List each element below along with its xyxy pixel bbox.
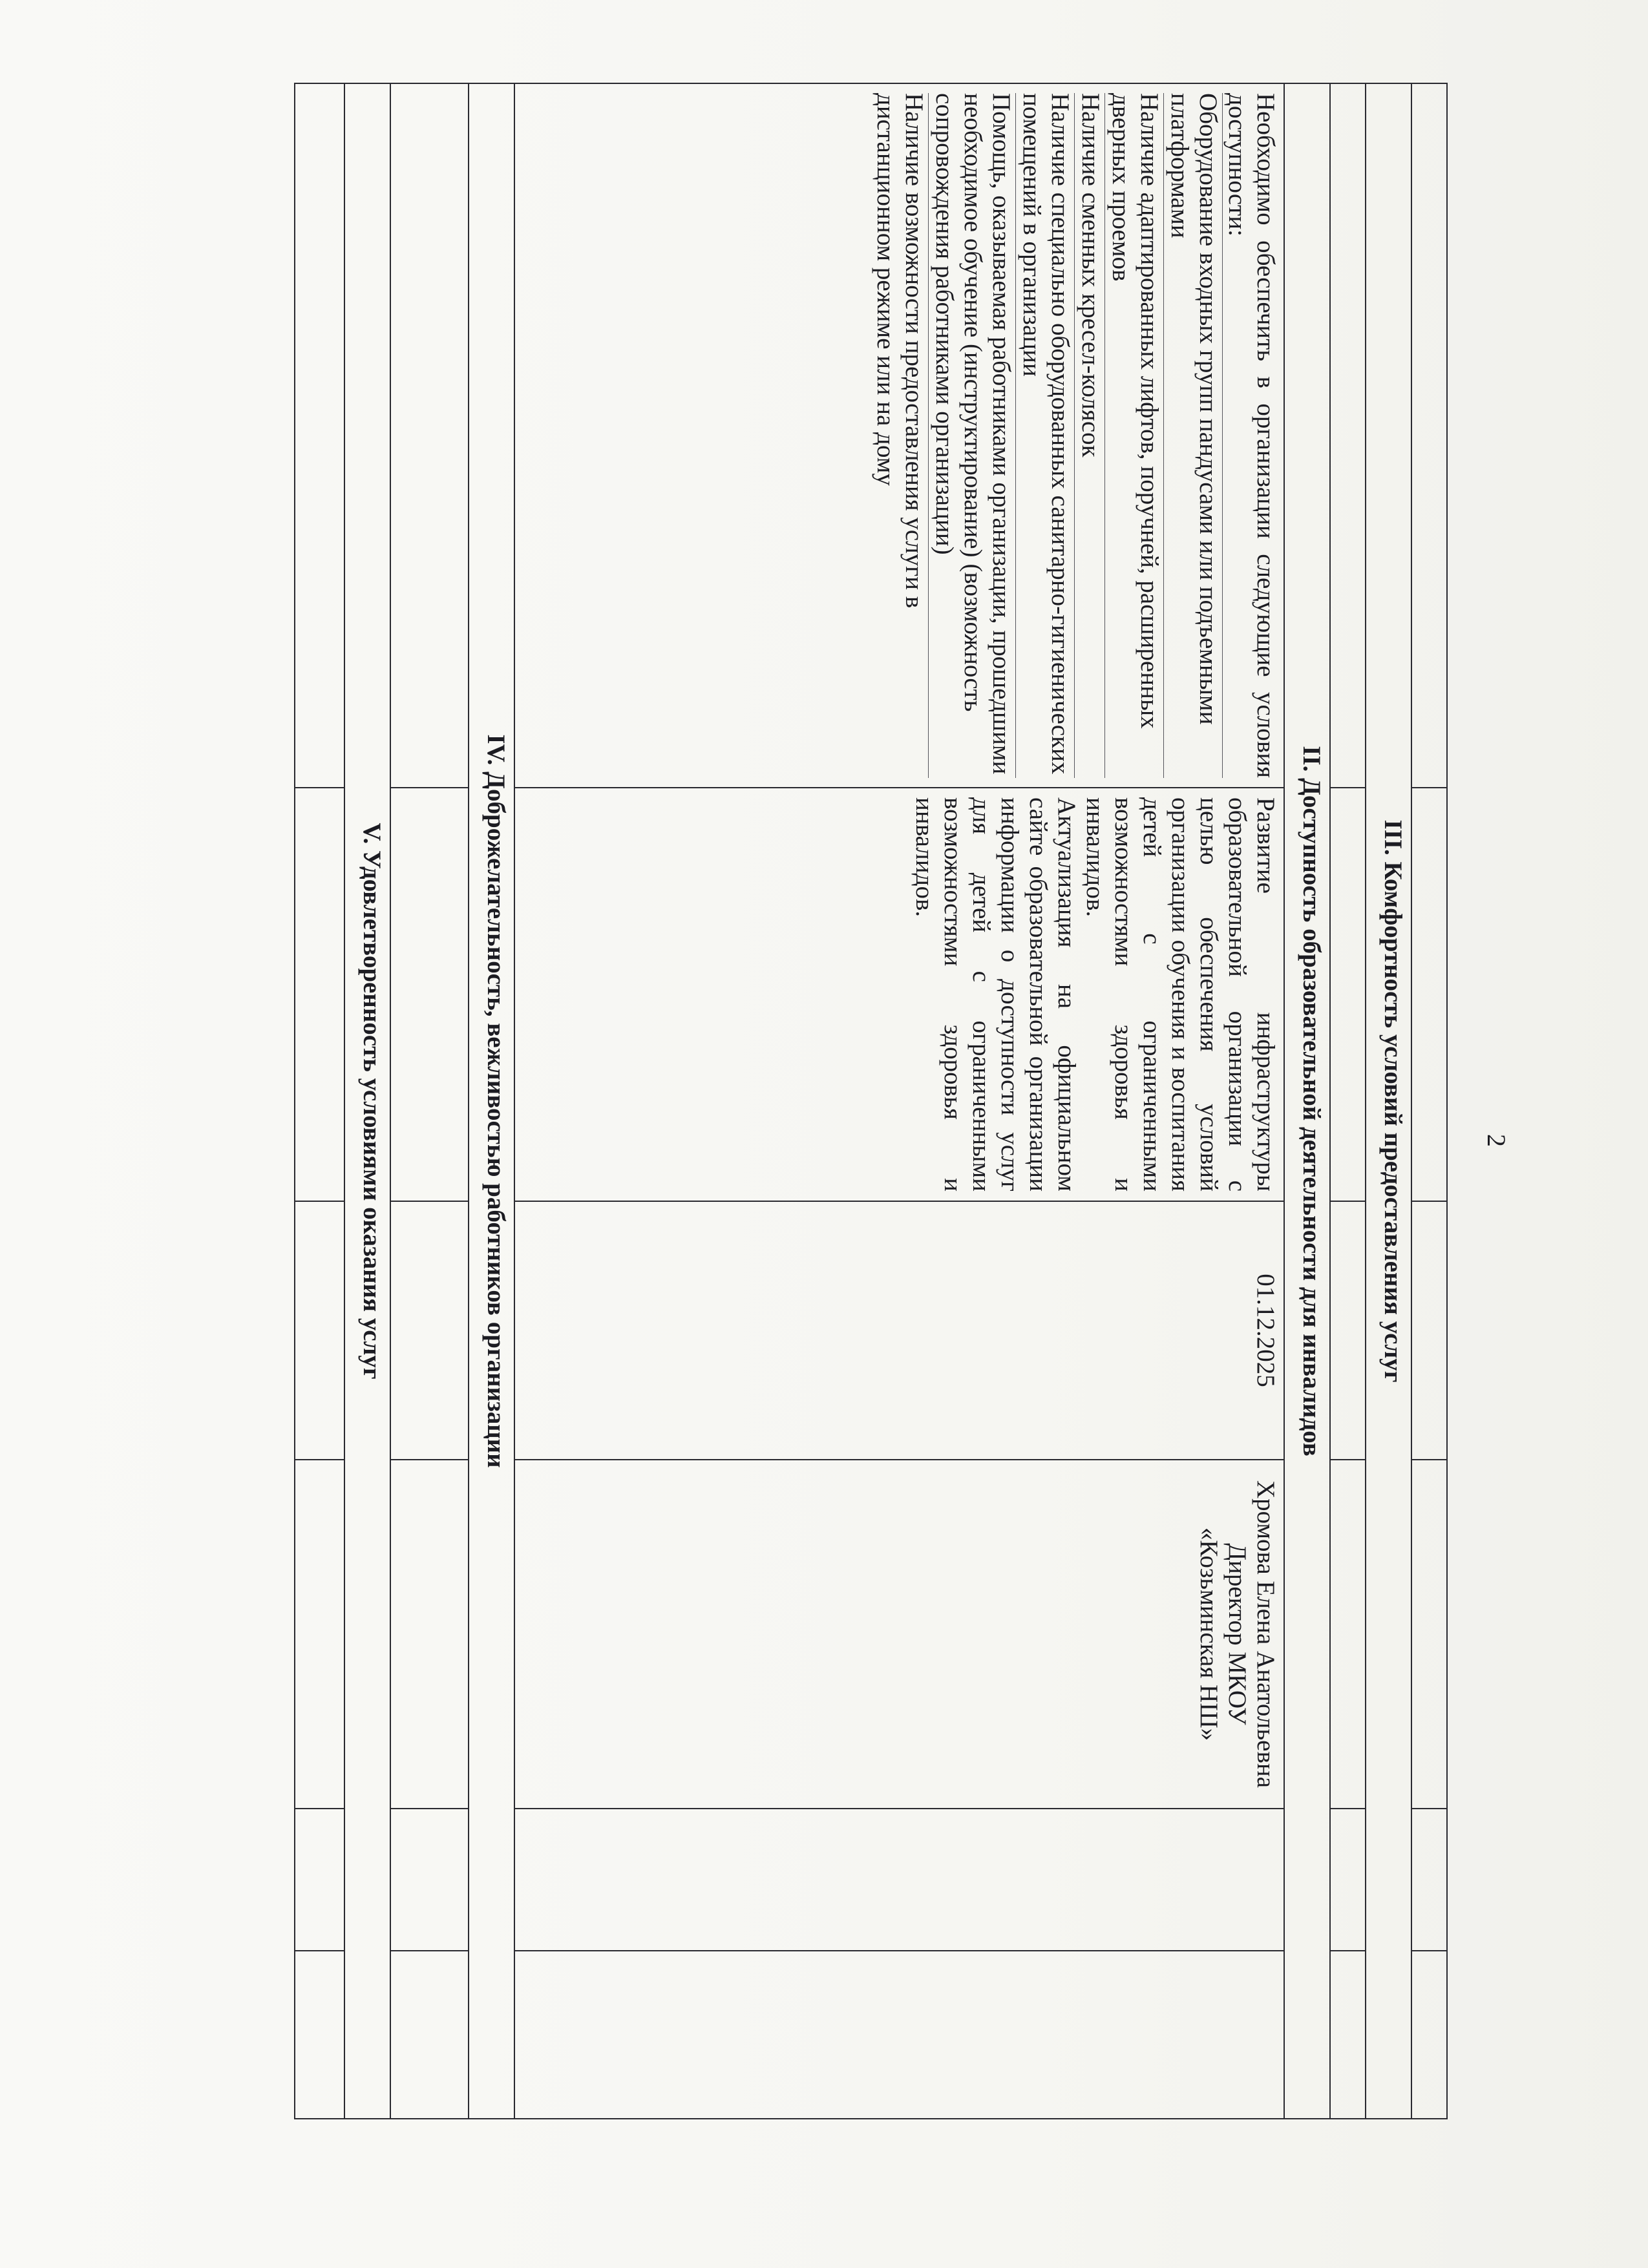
- table-cell: [390, 788, 469, 1201]
- table-row: [295, 83, 344, 2119]
- conditions-intro: Необходимо обеспечить в организации следующие условия доступности:: [1223, 93, 1280, 778]
- table-cell: [295, 83, 344, 788]
- table-cell: [514, 1809, 1285, 1951]
- table-cell: [1330, 788, 1366, 1201]
- table-row: [514, 83, 1285, 2119]
- table-row: [1284, 83, 1330, 2119]
- table-cell: [390, 1809, 469, 1951]
- section-heading-friendliness: IV. Доброжелательность, вежливостью работников организации: [469, 83, 514, 2119]
- table-cell: [1411, 1460, 1447, 1809]
- table-cell: [295, 1460, 344, 1809]
- table-row: [390, 83, 469, 2119]
- list-item: Наличие возможности предоставления услуги в дистанционном режиме или на дому: [872, 93, 929, 609]
- table-cell: [1330, 1460, 1366, 1809]
- action-plan-table: [294, 83, 1448, 2119]
- table-row: [1366, 83, 1411, 2119]
- table-cell: [1411, 1951, 1447, 2119]
- table-cell: [1411, 1201, 1447, 1460]
- table-row: [469, 83, 514, 2119]
- table-row: [1411, 83, 1447, 2119]
- table-row: [1330, 83, 1366, 2119]
- table-cell: [295, 1201, 344, 1460]
- section-heading-comfort: III. Комфортность условий предоставления услуг: [1366, 83, 1411, 2119]
- measure-website: Актуализация на официальном сайте образовательной организации информации о доступности услуг для детей с ограниченными возможностями здоровья и инвалидов.: [911, 797, 1081, 1192]
- table-cell: [1411, 1809, 1447, 1951]
- table-cell: [390, 1201, 469, 1460]
- measure-infrastructure: Развитие инфраструктуры образовательной организации с целью обеспечения условий организации обучения и воспитания детей с ограниченными возможностями здоровья и инвалидов.: [1081, 797, 1280, 1192]
- table-cell: [1330, 1809, 1366, 1951]
- table-cell: [390, 1951, 469, 2119]
- table-cell: [1411, 788, 1447, 1201]
- list-item: Оборудование входных групп пандусами или подъемными платформами: [1163, 93, 1222, 778]
- table-cell: [1330, 1201, 1366, 1460]
- deadline-cell: 01.12.2025: [514, 1201, 1285, 1460]
- table-cell: [295, 788, 344, 1201]
- table-cell: [390, 83, 469, 788]
- conditions-list: [870, 93, 1223, 778]
- conditions-cell: [514, 83, 1285, 788]
- responsible-name: Хромова Елена Анатольевна: [1252, 1480, 1280, 1789]
- rotated-table-sheet: [294, 83, 1448, 2118]
- measures-cell: [514, 788, 1285, 1201]
- table-cell: [1330, 83, 1366, 788]
- table-cell: [295, 1951, 344, 2119]
- table-cell: [1411, 83, 1447, 788]
- page-number: 2: [1482, 1134, 1511, 1147]
- table-cell: [390, 1460, 469, 1809]
- responsible-cell: [514, 1460, 1285, 1809]
- list-item: Наличие специально оборудованных санитарно-гигиенических помещений в организации: [1015, 93, 1074, 778]
- section-heading-satisfaction: V. Удовлетворенность условиями оказания услуг: [344, 83, 390, 2119]
- list-item: Помощь, оказываемая работниками организации, прошедшими необходимое обучение (инструктирование) (возможность сопровождения работниками организации): [928, 93, 1015, 778]
- section-heading-accessibility: II. Доступность образовательной деятельности для инвалидов: [1284, 83, 1330, 2119]
- responsible-position: Директор МКОУ «Козьминская НШ»: [1195, 1527, 1252, 1741]
- table-cell: [1330, 1951, 1366, 2119]
- table-cell: [514, 1951, 1285, 2119]
- table-cell: [295, 1809, 344, 1951]
- table-row: [344, 83, 390, 2119]
- list-item: Наличие адаптированных лифтов, поручней, расширенных дверных проемов: [1104, 93, 1163, 778]
- list-item: Наличие сменных кресел-колясок: [1074, 93, 1104, 778]
